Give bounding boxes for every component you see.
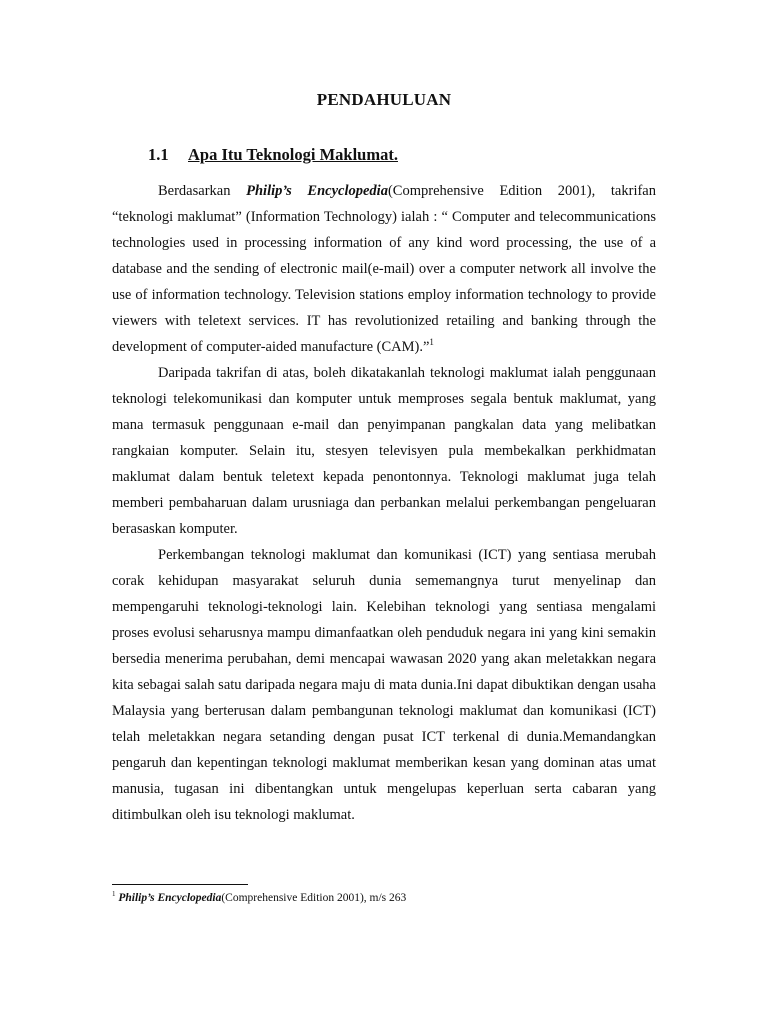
footnote-marker: 1 bbox=[112, 890, 116, 898]
body-text bbox=[112, 178, 656, 828]
paragraph-1-lead: Berdasarkan bbox=[158, 183, 247, 199]
paragraph-2: Daripada takrifan di atas, boleh dikatakanlah teknologi maklumat ialah penggunaan teknologi telekomunikasi dan komputer untuk memproses segala bentuk maklumat, yang mana termasuk penggunaan e-mail dan penyimpanan pangkalan data yang melibatkan rangkaian komputer. Selain itu, stesyen televisyen pula membekalkan perkhidmatan maklumat dalam bentuk teletext kepada penontonnya. Teknologi maklumat juga telah memberi pembaharuan dalam urusniaga dan perbankan melalui perkembangan pengeluaran berasaskan komputer. bbox=[112, 365, 656, 537]
paragraph-1 bbox=[112, 178, 656, 360]
source-title: Philip’s Encyclopedia bbox=[246, 183, 388, 199]
page-title: PENDAHULUAN bbox=[316, 90, 452, 109]
section-title: Apa Itu Teknologi Maklumat. bbox=[188, 145, 398, 164]
footnote-divider bbox=[112, 884, 248, 885]
section-heading bbox=[148, 145, 398, 165]
section-number: 1.1 bbox=[148, 145, 169, 164]
footnote-reference[interactable]: 1 bbox=[429, 337, 434, 348]
paragraph-1-text: (Comprehensive Edition 2001), takrifan “teknologi maklumat” (Information Technology) ialah : “ Computer and telecommunications technologies used in processing information of any kind word processing, the use of a database and the sending of electronic mail(e-mail) over a computer network all involve the use of information technology. Television stations employ information technology to provide viewers with teletext services. IT has revolutionized retailing and banking through the development of computer-aided manufacture (CAM).” bbox=[112, 183, 656, 355]
paragraph-3: Perkembangan teknologi maklumat dan komunikasi (ICT) yang sentiasa merubah corak kehidupan masyarakat seluruh dunia sememangnya turut menyelinap dan mempengaruhi teknologi-teknologi lain. Kelebihan teknologi yang sentiasa mengalami proses evolusi seharusnya mampu dimanfaatkan oleh penduduk negara ini yang kini semakin bersedia menerima perubahan, demi mencapai wawasan 2020 yang akan meletakkan negara kita sebagai salah satu daripada negara maju di mata dunia.Ini dapat dibuktikan dengan usaha Malaysia yang berterusan dalam pembangunan teknologi maklumat dan komunikasi (ICT) telah meletakkan negara setanding dengan pusat ICT terkenal di dunia.Memandangkan pengaruh dan kepentingan teknologi maklumat memberikan kesan yang dominan atas umat manusia, tugasan ini dibentangkan untuk mengelupas keperluan serta cabaran yang ditimbulkan oleh isu teknologi maklumat. bbox=[112, 547, 656, 823]
footnote bbox=[112, 890, 406, 904]
footnote-source: Philip’s Encyclopedia bbox=[118, 891, 222, 904]
footnote-text: (Comprehensive Edition 2001), m/s 263 bbox=[221, 891, 407, 904]
